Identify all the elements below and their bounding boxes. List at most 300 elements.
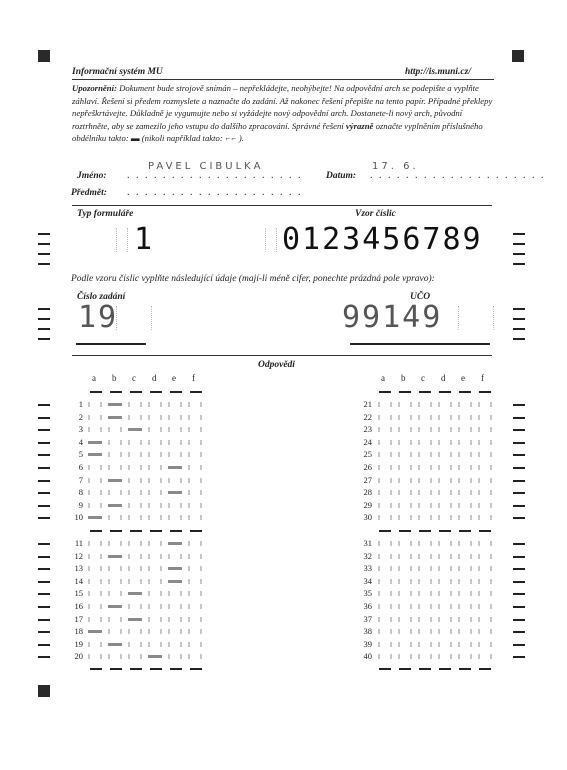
answer-box-e[interactable]	[168, 402, 182, 407]
answer-row-2	[69, 412, 209, 424]
answer-box-d[interactable]	[148, 617, 162, 622]
answer-box-a[interactable]	[88, 465, 102, 470]
timing-mark	[38, 417, 50, 419]
answer-box-b[interactable]	[398, 503, 412, 508]
timing-mark	[38, 631, 50, 633]
answer-box-e[interactable]	[168, 567, 182, 570]
answer-box-e[interactable]	[458, 579, 472, 584]
answer-box-c[interactable]	[418, 554, 432, 559]
answer-box-d[interactable]	[438, 629, 452, 634]
answer-box-f[interactable]	[478, 554, 492, 559]
answer-box-a[interactable]	[378, 427, 392, 432]
answer-box-d[interactable]	[438, 554, 452, 559]
separator-dash	[379, 391, 391, 393]
answer-box-a[interactable]	[378, 478, 392, 483]
separator-dash	[399, 391, 411, 393]
answer-box-d[interactable]	[438, 642, 452, 647]
answer-box-a[interactable]	[88, 453, 102, 456]
answer-box-b[interactable]	[398, 566, 412, 571]
answer-box-d[interactable]	[148, 402, 162, 407]
answer-box-c[interactable]	[128, 428, 142, 431]
question-number: 10	[74, 512, 83, 523]
answer-box-a[interactable]	[378, 490, 392, 495]
answer-box-d[interactable]	[438, 617, 452, 622]
timing-mark	[513, 556, 525, 558]
timing-mark	[513, 253, 525, 255]
question-number: 29	[363, 499, 372, 510]
answer-box-f[interactable]	[478, 515, 492, 520]
answer-row-29	[358, 500, 498, 512]
answer-box-c[interactable]	[128, 503, 142, 508]
answer-box-b[interactable]	[398, 579, 412, 584]
blank-digit-box	[116, 228, 128, 252]
answer-box-f[interactable]	[188, 415, 202, 420]
question-number: 3	[78, 424, 83, 435]
timing-mark	[38, 644, 50, 646]
answer-box-e[interactable]	[458, 452, 472, 457]
answer-box-c[interactable]	[128, 452, 142, 457]
answer-box-a[interactable]	[378, 617, 392, 622]
answer-box-a[interactable]	[378, 642, 392, 647]
answer-box-e[interactable]	[458, 654, 472, 659]
answer-box-d[interactable]	[438, 654, 452, 659]
answer-box-e[interactable]	[458, 566, 472, 571]
answer-row-17	[69, 614, 209, 626]
answer-box-b[interactable]	[108, 605, 122, 608]
answer-box-d[interactable]	[148, 515, 162, 520]
answer-box-f[interactable]	[478, 566, 492, 571]
timing-mark	[38, 619, 50, 621]
answer-box-f[interactable]	[478, 541, 492, 546]
answer-box-e[interactable]	[168, 415, 182, 420]
answer-box-e[interactable]	[168, 427, 182, 432]
column-header-c: c	[132, 373, 136, 383]
answer-box-c[interactable]	[418, 427, 432, 432]
answer-box-a[interactable]	[378, 579, 392, 584]
answer-box-c[interactable]	[128, 490, 142, 495]
answer-box-a[interactable]	[378, 515, 392, 520]
answer-box-f[interactable]	[188, 515, 202, 520]
answer-box-e[interactable]	[168, 591, 182, 596]
answer-box-b[interactable]	[108, 416, 122, 419]
timing-mark	[513, 505, 525, 507]
answer-box-d[interactable]	[438, 427, 452, 432]
answer-box-f[interactable]	[188, 654, 202, 659]
answer-box-c[interactable]	[418, 415, 432, 420]
date-dots: . . . . . . . . . . . . . . . . . . . .	[370, 170, 546, 181]
warning-prefix: Upozornění:	[72, 83, 117, 93]
answer-box-b[interactable]	[398, 440, 412, 445]
answer-box-b[interactable]	[108, 541, 122, 546]
answer-box-f[interactable]	[478, 579, 492, 584]
answer-box-a[interactable]	[88, 478, 102, 483]
answer-box-f[interactable]	[188, 452, 202, 457]
timing-mark	[513, 233, 525, 235]
answer-box-a[interactable]	[88, 617, 102, 622]
answer-box-e[interactable]	[168, 554, 182, 559]
answer-box-f[interactable]	[188, 604, 202, 609]
answer-box-e[interactable]	[458, 440, 472, 445]
warning-part-1: Dokument bude strojově snímán – nepřekládejte, neohýbejte! Na odpovědní arch se podepište a vyplňte záhlaví. Řešení si předem rozmyslete a naznačte do zadání. Až nakonec řešení přepište na tento papír. Případné překlepy nepřeškrtávejte. Důkladně je vygumujte nebo si vyžádejte nový odpovědní arch. Dostanete-li nový arch, původní roztrhněte, aby se zamezilo jeho vstupu do dalšího zpracování. Správné řešení	[72, 83, 493, 131]
answer-box-d[interactable]	[438, 566, 452, 571]
answer-box-f[interactable]	[188, 617, 202, 622]
answer-box-f[interactable]	[188, 579, 202, 584]
column-header-f: f	[192, 373, 195, 383]
answer-box-c[interactable]	[128, 629, 142, 634]
answer-box-f[interactable]	[478, 415, 492, 420]
timing-mark	[38, 404, 50, 406]
answer-box-a[interactable]	[88, 579, 102, 584]
answer-box-a[interactable]	[88, 402, 102, 407]
answer-box-f[interactable]	[478, 604, 492, 609]
answer-box-c[interactable]	[418, 465, 432, 470]
answer-box-d[interactable]	[148, 490, 162, 495]
answer-box-d[interactable]	[438, 604, 452, 609]
answer-box-b[interactable]	[108, 452, 122, 457]
answer-box-a[interactable]	[88, 541, 102, 546]
answer-box-b[interactable]	[398, 415, 412, 420]
answer-box-a[interactable]	[88, 554, 102, 559]
answer-box-e[interactable]	[458, 604, 472, 609]
answer-box-f[interactable]	[478, 629, 492, 634]
answer-box-e[interactable]	[168, 629, 182, 634]
answer-box-f[interactable]	[478, 654, 492, 659]
question-number: 37	[363, 613, 372, 624]
answer-row-23	[358, 424, 498, 436]
answer-box-b[interactable]	[108, 515, 122, 520]
answer-box-e[interactable]	[458, 402, 472, 407]
answer-box-c[interactable]	[418, 654, 432, 659]
system-url: http://is.muni.cz/	[405, 67, 471, 77]
answer-box-b[interactable]	[108, 403, 122, 406]
answer-box-c[interactable]	[418, 452, 432, 457]
uco-value: 99149	[342, 300, 443, 335]
question-number: 19	[74, 638, 83, 649]
answer-box-c[interactable]	[128, 415, 142, 420]
answer-box-a[interactable]	[378, 452, 392, 457]
answer-box-e[interactable]	[458, 554, 472, 559]
answer-box-a[interactable]	[378, 566, 392, 571]
answer-box-e[interactable]	[168, 617, 182, 622]
answer-box-b[interactable]	[398, 642, 412, 647]
answer-box-b[interactable]	[108, 490, 122, 495]
answer-box-f[interactable]	[188, 478, 202, 483]
answer-box-c[interactable]	[128, 541, 142, 546]
answer-box-f[interactable]	[478, 503, 492, 508]
answer-box-f[interactable]	[478, 642, 492, 647]
answer-box-a[interactable]	[88, 516, 102, 519]
answer-box-e[interactable]	[168, 503, 182, 508]
answer-box-d[interactable]	[148, 465, 162, 470]
answer-row-10	[69, 512, 209, 524]
answer-box-d[interactable]	[438, 402, 452, 407]
answer-box-d[interactable]	[148, 629, 162, 634]
answer-box-f[interactable]	[478, 617, 492, 622]
answer-box-b[interactable]	[398, 617, 412, 622]
answer-box-b[interactable]	[398, 402, 412, 407]
answer-box-e[interactable]	[458, 503, 472, 508]
answer-box-c[interactable]	[418, 604, 432, 609]
answer-box-d[interactable]	[438, 465, 452, 470]
answer-box-c[interactable]	[128, 554, 142, 559]
answer-box-f[interactable]	[188, 440, 202, 445]
answer-box-a[interactable]	[88, 415, 102, 420]
answer-box-b[interactable]	[398, 515, 412, 520]
timing-mark	[513, 338, 525, 340]
answer-box-b[interactable]	[108, 465, 122, 470]
answer-box-e[interactable]	[168, 604, 182, 609]
answer-row-28	[358, 487, 498, 499]
answer-box-d[interactable]	[148, 503, 162, 508]
answer-row-24	[358, 437, 498, 449]
answer-box-f[interactable]	[188, 554, 202, 559]
answer-box-b[interactable]	[398, 452, 412, 457]
question-number: 14	[74, 575, 83, 586]
answer-box-b[interactable]	[108, 440, 122, 445]
answer-box-d[interactable]	[148, 591, 162, 596]
answer-box-c[interactable]	[128, 592, 142, 595]
answer-box-a[interactable]	[378, 654, 392, 659]
answer-box-a[interactable]	[378, 465, 392, 470]
answer-box-a[interactable]	[88, 604, 102, 609]
answer-box-b[interactable]	[108, 629, 122, 634]
answer-box-c[interactable]	[418, 566, 432, 571]
answer-box-c[interactable]	[418, 478, 432, 483]
answer-box-c[interactable]	[128, 642, 142, 647]
answer-box-d[interactable]	[148, 579, 162, 584]
answer-box-c[interactable]	[418, 579, 432, 584]
answer-row-34	[358, 576, 498, 588]
answer-box-b[interactable]	[398, 541, 412, 546]
answer-box-c[interactable]	[418, 440, 432, 445]
column-header-b: b	[112, 373, 117, 383]
answer-row-26	[358, 462, 498, 474]
answer-box-d[interactable]	[148, 415, 162, 420]
separator-dash	[130, 668, 142, 670]
answer-box-c[interactable]	[128, 402, 142, 407]
answer-box-c[interactable]	[128, 440, 142, 445]
answer-box-b[interactable]	[108, 427, 122, 432]
answer-box-d[interactable]	[148, 604, 162, 609]
answer-box-e[interactable]	[458, 642, 472, 647]
answer-box-a[interactable]	[378, 415, 392, 420]
answer-box-a[interactable]	[378, 440, 392, 445]
answer-box-e[interactable]	[168, 580, 182, 583]
answer-box-e[interactable]	[168, 642, 182, 647]
answer-box-e[interactable]	[168, 542, 182, 545]
answer-box-e[interactable]	[458, 617, 472, 622]
answer-box-e[interactable]	[458, 478, 472, 483]
answer-box-a[interactable]	[88, 642, 102, 647]
answer-box-f[interactable]	[478, 465, 492, 470]
answer-box-b[interactable]	[108, 654, 122, 659]
answer-row-36	[358, 601, 498, 613]
answer-box-c[interactable]	[418, 402, 432, 407]
separator-dash	[459, 391, 471, 393]
answer-box-c[interactable]	[128, 515, 142, 520]
answer-box-a[interactable]	[88, 591, 102, 596]
answer-box-b[interactable]	[398, 591, 412, 596]
answer-box-c[interactable]	[418, 629, 432, 634]
answer-box-b[interactable]	[108, 591, 122, 596]
answer-box-b[interactable]	[398, 490, 412, 495]
answer-box-f[interactable]	[188, 503, 202, 508]
timing-mark	[513, 480, 525, 482]
timing-mark	[38, 454, 50, 456]
answer-box-f[interactable]	[478, 490, 492, 495]
answer-box-b[interactable]	[398, 554, 412, 559]
answer-box-d[interactable]	[438, 503, 452, 508]
answer-box-a[interactable]	[88, 427, 102, 432]
answer-box-b[interactable]	[108, 555, 122, 558]
answer-box-f[interactable]	[188, 541, 202, 546]
answer-box-b[interactable]	[108, 566, 122, 571]
answer-box-d[interactable]	[438, 440, 452, 445]
answer-box-f[interactable]	[478, 402, 492, 407]
answer-box-f[interactable]	[188, 566, 202, 571]
separator-dash	[190, 668, 202, 670]
answer-box-a[interactable]	[378, 503, 392, 508]
answer-box-e[interactable]	[458, 541, 472, 546]
answer-box-c[interactable]	[128, 478, 142, 483]
answer-box-b[interactable]	[398, 629, 412, 634]
answer-box-c[interactable]	[418, 642, 432, 647]
answer-box-d[interactable]	[148, 440, 162, 445]
answer-row-7	[69, 475, 209, 487]
answer-box-b[interactable]	[398, 604, 412, 609]
answer-box-c[interactable]	[418, 515, 432, 520]
answer-box-e[interactable]	[168, 440, 182, 445]
answer-box-a[interactable]	[88, 490, 102, 495]
answer-box-d[interactable]	[148, 655, 162, 658]
answer-box-a[interactable]	[378, 554, 392, 559]
answer-box-e[interactable]	[168, 452, 182, 457]
answer-box-c[interactable]	[418, 541, 432, 546]
answer-box-f[interactable]	[188, 591, 202, 596]
answer-box-e[interactable]	[458, 629, 472, 634]
question-number: 11	[74, 538, 83, 548]
answer-box-c[interactable]	[418, 591, 432, 596]
separator-dash	[190, 530, 202, 532]
answer-box-f[interactable]	[478, 440, 492, 445]
instructions: Podle vzoru číslic vyplňte následující údaje (mají-li méně cifer, ponechte prázdná pole vpravo):	[71, 274, 435, 284]
question-number: 12	[74, 550, 83, 561]
answer-box-e[interactable]	[168, 491, 182, 494]
answer-box-a[interactable]	[88, 441, 102, 444]
answer-box-c[interactable]	[128, 654, 142, 659]
answer-box-f[interactable]	[188, 402, 202, 407]
answer-box-a[interactable]	[88, 630, 102, 633]
answer-row-6	[69, 462, 209, 474]
answer-box-c[interactable]	[128, 566, 142, 571]
answer-box-d[interactable]	[148, 427, 162, 432]
separator-dash	[170, 391, 182, 393]
answer-box-c[interactable]	[128, 604, 142, 609]
answer-box-b[interactable]	[108, 504, 122, 507]
answer-box-f[interactable]	[478, 452, 492, 457]
answer-box-b[interactable]	[108, 479, 122, 482]
answer-box-b[interactable]	[398, 478, 412, 483]
timing-mark	[513, 568, 525, 570]
answer-box-f[interactable]	[478, 478, 492, 483]
answer-box-d[interactable]	[148, 554, 162, 559]
answer-box-f[interactable]	[188, 629, 202, 634]
answer-box-b[interactable]	[108, 617, 122, 622]
answer-box-e[interactable]	[458, 515, 472, 520]
answer-box-b[interactable]	[398, 427, 412, 432]
answer-box-d[interactable]	[438, 579, 452, 584]
timing-mark	[513, 417, 525, 419]
answer-box-c[interactable]	[128, 579, 142, 584]
answer-box-d[interactable]	[438, 591, 452, 596]
timing-mark	[38, 338, 50, 340]
answer-box-a[interactable]	[88, 654, 102, 659]
answer-box-a[interactable]	[88, 566, 102, 571]
answer-box-d[interactable]	[148, 566, 162, 571]
answer-box-e[interactable]	[458, 465, 472, 470]
answer-box-d[interactable]	[148, 642, 162, 647]
answer-box-f[interactable]	[188, 427, 202, 432]
answer-box-d[interactable]	[438, 490, 452, 495]
answer-box-f[interactable]	[478, 427, 492, 432]
answer-box-d[interactable]	[148, 541, 162, 546]
answer-box-c[interactable]	[128, 465, 142, 470]
answer-box-f[interactable]	[188, 465, 202, 470]
answer-box-d[interactable]	[438, 478, 452, 483]
answer-row-20	[69, 651, 209, 663]
answer-box-d[interactable]	[148, 452, 162, 457]
timing-mark	[513, 467, 525, 469]
answer-box-a[interactable]	[378, 402, 392, 407]
answer-box-f[interactable]	[188, 642, 202, 647]
answer-box-e[interactable]	[168, 478, 182, 483]
answer-box-b[interactable]	[398, 654, 412, 659]
answer-box-e[interactable]	[458, 427, 472, 432]
answer-box-c[interactable]	[418, 617, 432, 622]
answer-box-e[interactable]	[168, 515, 182, 520]
answer-box-c[interactable]	[418, 490, 432, 495]
answer-box-e[interactable]	[458, 415, 472, 420]
question-number: 36	[363, 601, 372, 611]
answer-box-e[interactable]	[168, 466, 182, 469]
answer-box-e[interactable]	[458, 591, 472, 596]
answer-box-f[interactable]	[478, 591, 492, 596]
timing-mark	[513, 492, 525, 494]
answer-box-a[interactable]	[378, 591, 392, 596]
answer-box-e[interactable]	[458, 490, 472, 495]
answer-box-f[interactable]	[188, 490, 202, 495]
answer-box-c[interactable]	[418, 503, 432, 508]
separator-dash	[110, 391, 122, 393]
answer-box-d[interactable]	[148, 478, 162, 483]
answer-box-e[interactable]	[168, 654, 182, 659]
answer-box-a[interactable]	[378, 629, 392, 634]
answer-box-a[interactable]	[88, 503, 102, 508]
answer-box-d[interactable]	[438, 515, 452, 520]
answer-box-d[interactable]	[438, 415, 452, 420]
answer-box-b[interactable]	[108, 579, 122, 584]
answer-row-1	[69, 399, 209, 411]
answer-box-a[interactable]	[378, 541, 392, 546]
answer-box-c[interactable]	[128, 618, 142, 621]
blank-digit-box	[265, 228, 277, 252]
answer-box-d[interactable]	[438, 541, 452, 546]
answer-box-b[interactable]	[108, 643, 122, 646]
answer-box-b[interactable]	[398, 465, 412, 470]
answer-box-a[interactable]	[378, 604, 392, 609]
answer-box-d[interactable]	[438, 452, 452, 457]
answer-row-35	[358, 588, 498, 600]
